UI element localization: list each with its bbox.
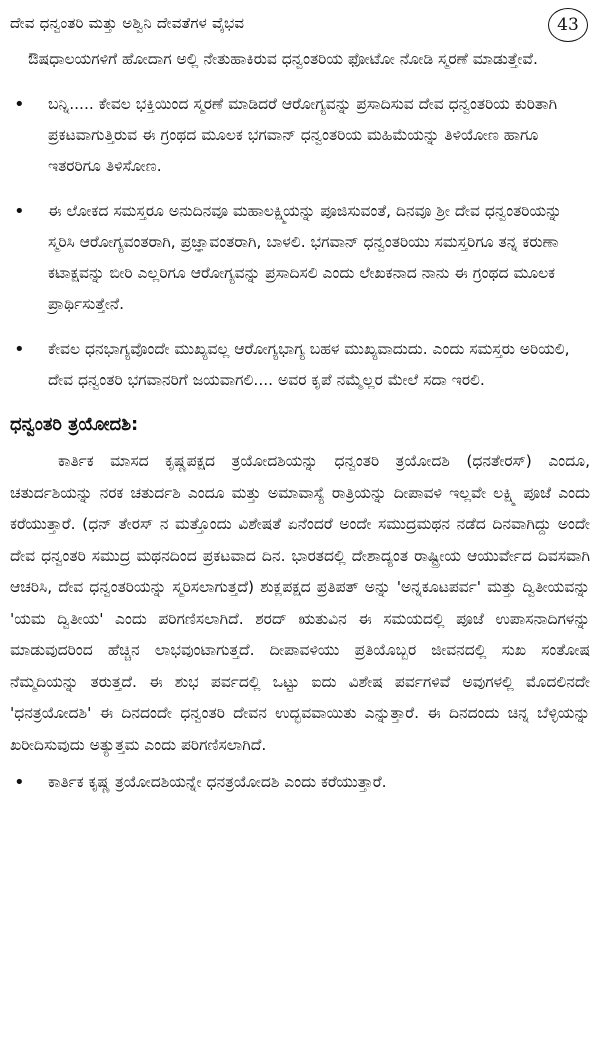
section-heading: ಧನ್ವಂತರಿ ತ್ರಯೋದಶಿ: — [10, 414, 139, 435]
section-paragraph: ಕಾರ್ತಿಕ ಮಾಸದ ಕೃಷ್ಣಪಕ್ಷದ ತ್ರಯೋದಶಿಯನ್ನು ಧನ್ವಂತರಿ ತ್ರಯೋದಶಿ (ಧನತೇರಸ್) ಎಂದೂ, ಚತುರ್ದಶಿಯನ್ನು ನರಕ ಚತುರ್ದಶಿ ಎಂದೂ ಮತ್ತು ಅಮಾವಾಸ್ಯೆ ರಾತ್ರಿಯನ್ನು ದೀಪಾವಳಿ ಇಲ್ಲವೇ ಲಕ್ಷ್ಮಿ ಪೂಜೆ ಎಂದು ಕರೆಯುತ್ತಾರೆ. (ಧನ್ ತೇರಸ್ ನ ಮತ್ತೊಂದು ವಿಶೇಷತೆ ಏನೆಂದರೆ ಅಂದೇ ಸಮುದ್ರಮಥನ ನಡೆದ ದಿನವಾಗಿದ್ದು ಅಂದೇ ದೇವ ಧನ್ವಂತರಿ ಸಮುದ್ರ ಮಥನದಿಂದ ಪ್ರಕಟವಾದ ದಿನ. ಭಾರತದಲ್ಲಿ ದೇಶಾದ್ಯಂತ ರಾಷ್ಟ್ರೀಯ ಆಯುರ್ವೇದ ದಿವಸವಾಗಿ ಆಚರಿಸಿ, ದೇವ ಧನ್ವಂತರಿಯನ್ನು ಸ್ಮರಿಸಲಾಗುತ್ತದೆ) ಶುಕ್ಲಪಕ್ಷದ ಪ್ರತಿಪತ್ ಅನ್ನು 'ಅನ್ನಕೂಟಪರ್ವ' ಮತ್ತು ದ್ವಿತೀಯವನ್ನು 'ಯಮ ದ್ವಿತೀಯ' ಎಂದು ಪರಿಗಣಿಸಲಾಗಿದೆ. ಶರದ್ ಋತುವಿನ ಈ ಸಮಯದಲ್ಲಿ ಪೂಜೆ ಉಪಾಸನಾದಿಗಳನ್ನು ಮಾಡುವುದರಿಂದ ಹೆಚ್ಚಿನ ಲಾಭವುಂಟಾಗುತ್ತದೆ. ದೀಪಾವಳಿಯು ಪ್ರತಿಯೊಬ್ಬರ ಜೀವನದಲ್ಲಿ ಸುಖ ಸಂತೋಷ ನೆಮ್ಮದಿಯನ್ನು ತರುತ್ತದೆ. ಈ ಶುಭ ಪರ್ವದಲ್ಲಿ ಒಟ್ಟು ಐದು ವಿಶೇಷ ಪರ್ವಗಳಿವೆ ಅವುಗಳಲ್ಲಿ ಮೊದಲಿನದೇ 'ಧನತ್ರಯೋದಶಿ' ಈ ದಿನದಂದೇ ಧನ್ವಂತರಿ ದೇವನ ಉದ್ಭವವಾಯಿತು ಎನ್ನುತ್ತಾರೆ. ಈ ದಿನದಂದು ಚಿನ್ನ ಬೆಳ್ಳಿಯನ್ನು ಖರೀದಿಸುವುದು ಅತ್ಯುತ್ತಮ ಎಂದು ಪರಿಗಣಿಸಲಾಗಿದೆ. — [10, 452, 590, 754]
page-header — [8, 6, 592, 40]
bullet-text: ಈ ಲೋಕದ ಸಮಸ್ತರೂ ಅನುದಿನವೂ ಮಹಾಲಕ್ಷ್ಮಿಯನ್ನು ಪೂಜಿಸುವಂತೆ, ದಿನವೂ ಶ್ರೀ ದೇವ ಧನ್ವಂತರಿಯನ್ನು ಸ್ಮರಿಸಿ ಆರೋಗ್ಯವಂತರಾಗಿ, ಪ್ರಜ್ಞಾವಂತರಾಗಿ, ಬಾಳಲಿ. ಭಗವಾನ್ ಧನ್ವಂತರಿಯು ಸಮಸ್ತರಿಗೂ ತನ್ನ ಕರುಣಾ ಕಟಾಕ್ಷವನ್ನು ಬೀರಿ ಎಲ್ಲರಿಗೂ ಆರೋಗ್ಯವನ್ನು ಪ್ರಸಾದಿಸಲಿ ಎಂದು ಲೇಖಕನಾದ ನಾನು ಈ ಗ್ರಂಥದ ಮೂಲಕ ಪ್ರಾರ್ಥಿಸುತ್ತೇನೆ. — [48, 202, 562, 313]
bullet-text: ಬನ್ನಿ..... ಕೇವಲ ಭಕ್ತಿಯಿಂದ ಸ್ಮರಣೆ ಮಾಡಿದರೆ ಆರೋಗ್ಯವನ್ನು ಪ್ರಸಾದಿಸುವ ದೇವ ಧನ್ವಂತರಿಯ ಕುರಿತಾಗಿ ಪ್ರಕಟವಾಗುತ್ತಿರುವ ಈ ಗ್ರಂಥದ ಮೂಲಕ ಭಗವಾನ್ ಧನ್ವಂತರಿಯ ಮಹಿಮೆಯನ್ನು ತಿಳಿಯೋಣ ಹಾಗೂ ಇತರರಿಗೂ ತಿಳಿಸೋಣ. — [48, 95, 558, 175]
intro-paragraph: ಔಷಧಾಲಯಗಳಿಗೆ ಹೋದಾಗ ಅಲ್ಲಿ ನೇತುಹಾಕಿರುವ ಧನ್ವಂತರಿಯ ಫೋಟೋ ನೋಡಿ ಸ್ಮರಣೆ ಮಾಡುತ್ತೇವೆ. — [28, 50, 538, 68]
bullet-text: ಕೇವಲ ಧನಭಾಗ್ಯವೊಂದೇ ಮುಖ್ಯವಲ್ಲ ಆರೋಗ್ಯಭಾಗ್ಯ ಬಹಳ ಮುಖ್ಯವಾದುದು. ಎಂದು ಸಮಸ್ತರು ಅರಿಯಲಿ, ದೇವ ಧನ್ವಂತರಿ ಭಗವಾನರಿಗೆ ಜಯವಾಗಲಿ.... ಅವರ ಕೃಪೆ ನಮ್ಮೆಲ್ಲರ ಮೇಲೆ ಸದಾ ಇರಲಿ. — [48, 340, 570, 389]
bullet-dot-icon: • — [14, 772, 25, 793]
bullet-item — [10, 196, 590, 320]
bullet-item — [10, 334, 590, 396]
page-number-badge: 43 — [548, 8, 588, 42]
running-title: ದೇವ ಧನ್ವಂತರಿ ಮತ್ತು ಅಶ್ವಿನಿ ದೇವತೆಗಳ ವೈಭವ — [10, 14, 245, 32]
bullet-dot-icon: • — [14, 201, 25, 222]
bullet-text: ಕಾರ್ತಿಕ ಕೃಷ್ಣ ತ್ರಯೋದಶಿಯನ್ನೇ ಧನತ್ರಯೋದಶಿ ಎಂದು ಕರೆಯುತ್ತಾರೆ. — [48, 773, 387, 791]
bullet-dot-icon: • — [14, 94, 25, 115]
bullet-item — [10, 89, 590, 182]
bullet-dot-icon: • — [14, 339, 25, 360]
page-content — [10, 44, 590, 798]
bullet-item — [10, 767, 590, 798]
